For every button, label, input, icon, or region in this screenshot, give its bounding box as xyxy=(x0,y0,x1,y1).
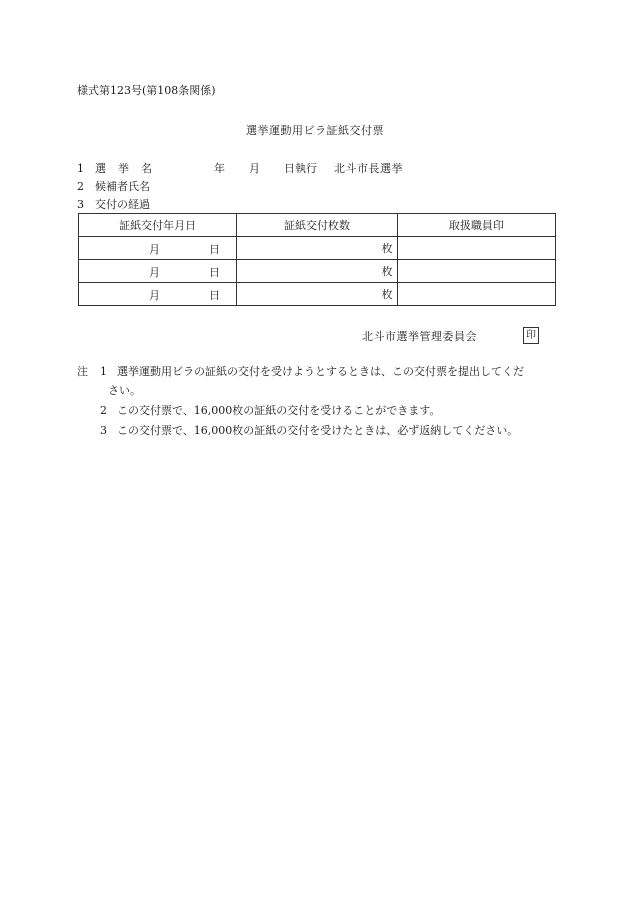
month-unit: 月 xyxy=(149,289,160,302)
header-issue-date: 証紙交付年月日 xyxy=(79,214,237,237)
issue-count-cell[interactable] xyxy=(237,237,397,260)
count-unit: 枚 xyxy=(381,242,393,255)
issue-date-cell[interactable] xyxy=(79,260,237,283)
committee-name: 北斗市選挙管理委員会 xyxy=(362,330,477,343)
day-unit: 日 xyxy=(209,243,220,256)
election-title: 北斗市長選挙 xyxy=(334,162,403,175)
issue-history-table xyxy=(78,213,556,306)
issue-count-cell[interactable] xyxy=(237,260,397,283)
day-unit: 日 xyxy=(209,266,220,279)
note-1-continuation: さい。 xyxy=(108,384,141,397)
day-execution-label: 日執行 xyxy=(284,162,317,175)
staff-seal-cell[interactable] xyxy=(397,283,555,306)
note-2-text: この交付票で、16,000枚の証紙の交付を受けることができます。 xyxy=(117,404,441,417)
table-row xyxy=(79,283,556,306)
note-1-number: 1 xyxy=(100,365,107,378)
issue-history-label: 交付の経過 xyxy=(95,198,150,211)
candidate-name-label: 候補者氏名 xyxy=(95,180,150,193)
issue-count-cell[interactable] xyxy=(237,283,397,306)
issue-date-cell[interactable] xyxy=(79,237,237,260)
item-3-number: 3 xyxy=(77,198,84,211)
table-header-row xyxy=(79,214,556,237)
form-number: 様式第123号(第108条関係) xyxy=(77,84,216,97)
year-label: 年 xyxy=(214,162,225,175)
day-unit: 日 xyxy=(209,289,220,302)
count-unit: 枚 xyxy=(381,288,393,301)
staff-seal-cell[interactable] xyxy=(397,237,555,260)
month-unit: 月 xyxy=(149,266,160,279)
item-2-number: 2 xyxy=(77,180,84,193)
note-3-text: この交付票で、16,000枚の証紙の交付を受けたときは、必ず返納してください。 xyxy=(117,424,519,437)
month-unit: 月 xyxy=(149,243,160,256)
table-row xyxy=(79,237,556,260)
month-label: 月 xyxy=(249,162,260,175)
note-3-number: 3 xyxy=(100,424,107,437)
item-1-number: 1 xyxy=(77,162,84,175)
staff-seal-cell[interactable] xyxy=(397,260,555,283)
note-2-number: 2 xyxy=(100,404,107,417)
document-title: 選挙運動用ビラ証紙交付票 xyxy=(246,124,384,137)
header-staff-seal: 取扱職員印 xyxy=(397,214,555,237)
header-issue-count: 証紙交付枚数 xyxy=(237,214,397,237)
count-unit: 枚 xyxy=(381,265,393,278)
table-row xyxy=(79,260,556,283)
seal-mark: 印 xyxy=(523,327,539,344)
notes-label: 注 xyxy=(77,365,88,378)
election-name-label: 選挙名 xyxy=(95,162,164,175)
note-1-text: 選挙運動用ビラの証紙の交付を受けようとするときは、この交付票を提出してくだ xyxy=(117,365,524,378)
issue-date-cell[interactable] xyxy=(79,283,237,306)
